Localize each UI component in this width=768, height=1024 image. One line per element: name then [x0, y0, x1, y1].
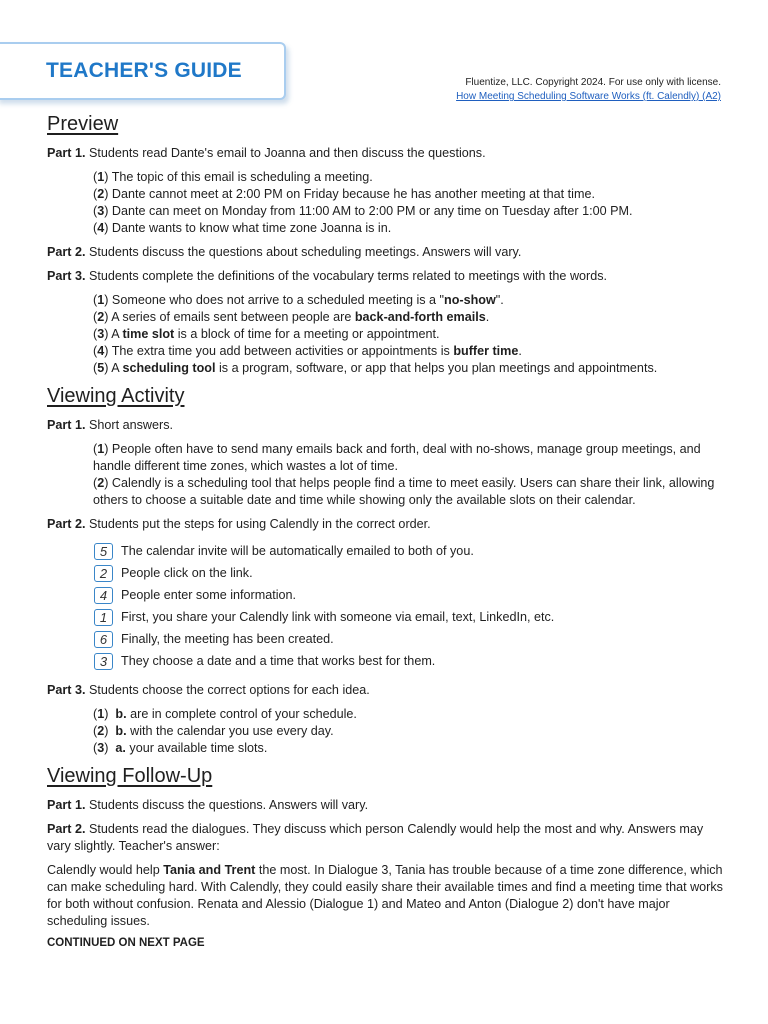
step-text: People enter some information. [121, 588, 297, 602]
followup-heading: Viewing Follow-Up [47, 765, 213, 787]
followup-section [47, 764, 727, 949]
preview-section [47, 112, 727, 377]
list-item: (2) A series of emails sent between people are back-and-forth emails. [93, 310, 490, 324]
preview-part2: Part 2. Students discuss the questions about scheduling meetings. Answers will vary. [47, 245, 522, 259]
step-number-box: 2 [94, 565, 113, 582]
step-number-box: 4 [94, 587, 113, 604]
followup-part2: Part 2. Students read the dialogues. They discuss which person Calendly would help the most and why. Answers may vary slightly. Teacher's answer: [47, 822, 704, 853]
viewing-section [47, 384, 727, 757]
step-item [94, 584, 727, 606]
list-item: (1) The topic of this email is scheduling a meeting. [93, 170, 373, 184]
list-item: (1) Someone who does not arrive to a scheduled meeting is a "no-show". [93, 293, 504, 307]
header-tab [0, 42, 286, 100]
preview-part3: Part 3. Students complete the definitions of the vocabulary terms related to meetings with the words. [47, 269, 608, 283]
preview-part1-list [93, 169, 727, 237]
preview-heading: Preview [47, 113, 119, 135]
continued-note: CONTINUED ON NEXT PAGE [47, 937, 205, 949]
list-item: (3) Dante can meet on Monday from 11:00 AM to 2:00 PM or any time on Tuesday after 1:00 PM. [93, 204, 633, 218]
step-item [94, 628, 727, 650]
preview-part3-list [93, 292, 727, 377]
step-text: They choose a date and a time that works best for them. [121, 654, 436, 668]
followup-part1: Part 1. Students discuss the questions. Answers will vary. [47, 798, 369, 812]
step-text: The calendar invite will be automatically emailed to both of you. [121, 544, 474, 558]
list-item: (2) Calendly is a scheduling tool that helps people find a time to meet easily. Users can share their link, allowing others to choose a suitable date and time while showing only the available slots on their calendar. [93, 476, 715, 507]
viewing-part1-list [93, 441, 727, 509]
step-item [94, 606, 727, 628]
viewing-part3: Part 3. Students choose the correct options for each idea. [47, 683, 370, 697]
list-item: (2) Dante cannot meet at 2:00 PM on Friday because he has another meeting at that time. [93, 187, 595, 201]
list-item: (1) People often have to send many emails back and forth, deal with no-shows, manage group meetings, and handle different time zones, which wastes a lot of time. [93, 442, 701, 473]
guide-content [47, 112, 727, 949]
list-item: (3) A time slot is a block of time for a meeting or appointment. [93, 327, 440, 341]
video-link[interactable]: How Meeting Scheduling Software Works (ft. Calendly) (A2) [456, 91, 721, 102]
list-item: (4) Dante wants to know what time zone Joanna is in. [93, 221, 392, 235]
step-number-box: 5 [94, 543, 113, 560]
option-item: (3) a. your available time slots. [93, 741, 268, 755]
step-text: People click on the link. [121, 566, 253, 580]
copyright-block [456, 76, 721, 104]
step-number-box: 6 [94, 631, 113, 648]
teacher-answer: Calendly would help Tania and Trent the most. In Dialogue 3, Tania has trouble because of a time zone difference, which can make scheduling hard. With Calendly, they could easily share their available times and find a meeting time that works for both without confusion. Renata and Alessio (Dialogue 1) and Mateo and Anton (Dialogue 2) don't have major scheduling issues. [47, 863, 723, 928]
page-title: TEACHER'S GUIDE [46, 59, 242, 82]
viewing-part2: Part 2. Students put the steps for using Calendly in the correct order. [47, 517, 431, 531]
step-text: First, you share your Calendly link with someone via email, text, LinkedIn, etc. [121, 610, 555, 624]
step-text: Finally, the meeting has been created. [121, 632, 334, 646]
copyright-text: Fluentize, LLC. Copyright 2024. For use only with license. [465, 77, 721, 88]
step-number-box: 1 [94, 609, 113, 626]
list-item: (4) The extra time you add between activities or appointments is buffer time. [93, 344, 522, 358]
viewing-part1: Part 1. Short answers. [47, 418, 174, 432]
step-item [94, 650, 727, 672]
list-item: (5) A scheduling tool is a program, software, or app that helps you plan meetings and appointments. [93, 361, 658, 375]
preview-part1: Part 1. Students read Dante's email to Joanna and then discuss the questions. [47, 146, 486, 160]
option-item: (1) b. are in complete control of your schedule. [93, 707, 357, 721]
option-item: (2) b. with the calendar you use every day. [93, 724, 334, 738]
viewing-part3-list [93, 706, 727, 757]
steps-list [94, 540, 727, 672]
viewing-heading: Viewing Activity [47, 385, 185, 407]
step-number-box: 3 [94, 653, 113, 670]
step-item [94, 562, 727, 584]
step-item [94, 540, 727, 562]
